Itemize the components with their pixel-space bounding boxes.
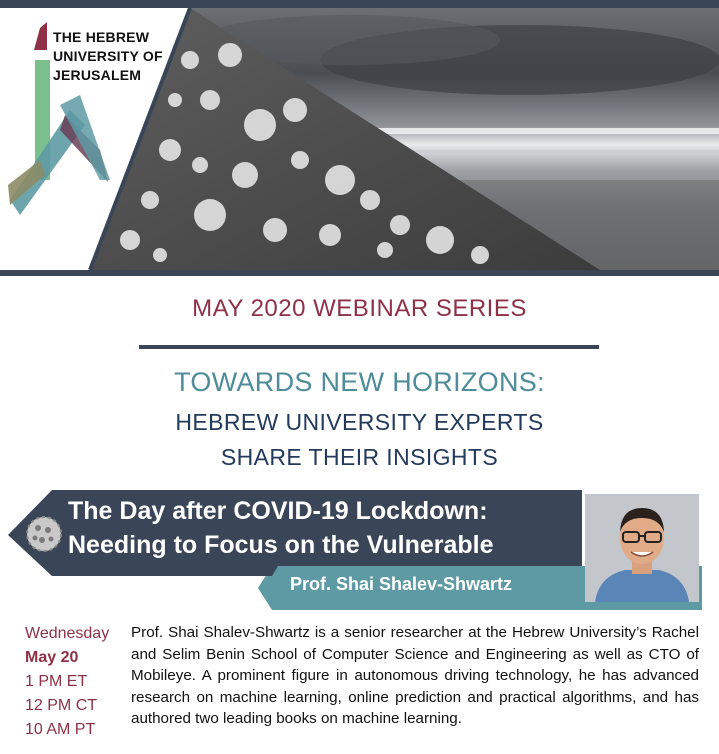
speaker-bio: Prof. Shai Shalev-Shwartz is a senior researcher at the Hebrew University’s Rachel and Selim Benin School of Computer Science and Engineering as well as CTO of Mobileye. A prominent figure in autonomous driving technology, he has advanced research on machine learning, online prediction and practical algorithms, and has authored two leading books on machine learning. (131, 624, 699, 728)
schedule (25, 622, 125, 742)
headline: TOWARDS NEW HORIZONS: (174, 367, 545, 397)
logo-line-2: UNIVERSITY OF (53, 48, 163, 64)
webinar-series-title: MAY 2020 WEBINAR SERIES (192, 295, 527, 322)
schedule-time-ct: 12 PM CT (25, 697, 98, 714)
logo-line-1: THE HEBREW (53, 29, 150, 45)
talk-title-line-2: Needing to Focus on the Vulnerable (68, 531, 494, 559)
subheadline-line-2: SHARE THEIR INSIGHTS (220, 444, 499, 470)
schedule-time-et: 1 PM ET (25, 673, 88, 690)
talk-title-line-1: The Day after COVID-19 Lockdown: (68, 497, 488, 525)
schedule-day: Wednesday (25, 625, 110, 642)
speaker-photo (585, 494, 699, 602)
schedule-time-pt: 10 AM PT (25, 721, 96, 738)
talk-title (68, 494, 588, 562)
speaker-name: Prof. Shai Shalev-Shwartz (290, 574, 513, 594)
speaker-portrait-graphic (585, 494, 699, 602)
schedule-date: May 20 (25, 649, 79, 666)
virus-icon (27, 517, 61, 551)
logo-line-3: JERUSALEM (53, 67, 142, 83)
subheadline-line-1: HEBREW UNIVERSITY EXPERTS (175, 409, 544, 435)
